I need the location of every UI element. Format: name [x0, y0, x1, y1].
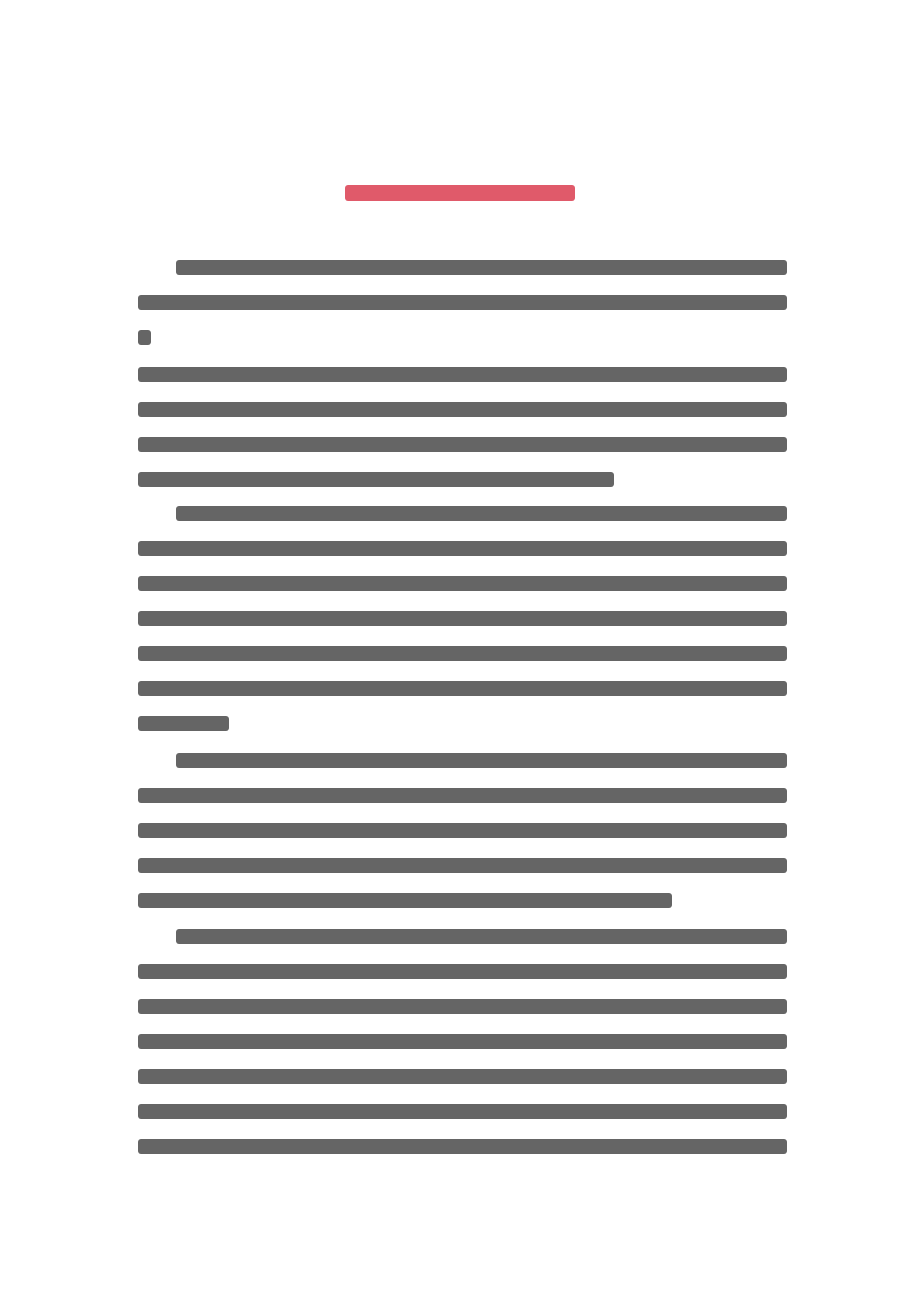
text-line-placeholder — [138, 330, 151, 345]
text-line-placeholder — [176, 929, 787, 944]
text-line-placeholder — [138, 472, 614, 487]
text-line-placeholder — [138, 295, 787, 310]
title-placeholder — [345, 185, 575, 201]
text-line-placeholder — [138, 437, 787, 452]
text-line-placeholder — [138, 402, 787, 417]
text-line-placeholder — [138, 1139, 787, 1154]
text-line-placeholder — [138, 893, 672, 908]
text-line-placeholder — [138, 1069, 787, 1084]
text-line-placeholder — [138, 999, 787, 1014]
text-line-placeholder — [138, 716, 229, 731]
text-line-placeholder — [138, 1104, 787, 1119]
text-line-placeholder — [138, 1034, 787, 1049]
document-title — [345, 180, 575, 206]
text-line-placeholder — [138, 858, 787, 873]
text-line-placeholder — [138, 681, 787, 696]
text-line-placeholder — [176, 506, 787, 521]
text-line-placeholder — [138, 823, 787, 838]
text-line-placeholder — [176, 753, 787, 768]
text-line-placeholder — [138, 367, 787, 382]
text-line-placeholder — [138, 788, 787, 803]
text-line-placeholder — [138, 611, 787, 626]
text-line-placeholder — [138, 646, 787, 661]
text-line-placeholder — [176, 260, 787, 275]
text-line-placeholder — [138, 964, 787, 979]
text-line-placeholder — [138, 576, 787, 591]
text-line-placeholder — [138, 541, 787, 556]
